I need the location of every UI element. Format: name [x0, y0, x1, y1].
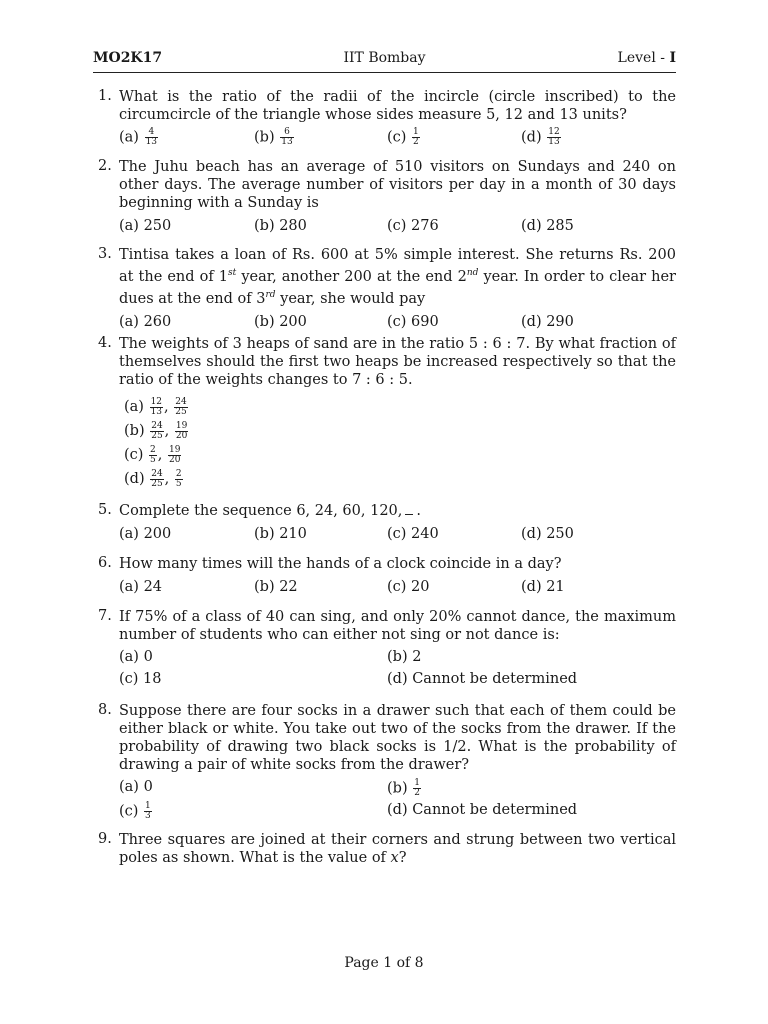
answer-blank	[405, 512, 413, 515]
option-d: (d) 290	[521, 313, 574, 330]
page-number: Page 1 of 8	[344, 955, 424, 971]
question-text: Suppose there are four socks in a drawer such that each of them could be either black or white. You take out two of the socks from the drawer. If the probability of drawing two black socks is 1/2. What is the probability of drawing a pair of white socks from the drawer?	[119, 703, 676, 773]
exam-code: MO2K17	[93, 50, 163, 66]
question-4: 4. The weights of 3 heaps of sand are in the ratio 5 : 6 : 7. By what fraction of themselves should the first two heaps be increased respectively so that the ratio of the weights changes to 7 : 6 : 5. (a) $\frac{12}{13}$ , $\frac{24}{25}$ (b) $\frac{24}{25}$ , $\frac{19}{20}$ (c) $\frac{2}{5}$ , $\frac{19}{20}$ (d) $\frac{24}{25}$ , $\frac{2}{5}$	[93, 335, 676, 491]
options-row	[119, 218, 676, 240]
option-a: (a) 250	[119, 218, 172, 234]
option-c: (c) 276	[387, 218, 439, 234]
page-header	[93, 50, 676, 70]
options-row	[119, 526, 676, 548]
question-6: 6. How many times will the hands of a clock coincide in a day? (a) 24 (b) 22 (c) 20 (d) 21	[93, 555, 676, 601]
options-row	[119, 579, 676, 601]
question-text: What is the ratio of the radii of the incircle (circle inscribed) to the circumcircle of the triangle whose sides measure 5, 12 and 13 units?	[119, 89, 676, 123]
question-5: 5. Complete the sequence 6, 24, 60, 120, . (a) 200 (b) 210 (c) 240 (d) 250	[93, 502, 676, 548]
option-b: (b) 200	[254, 313, 307, 330]
option-a: (a) 200	[119, 526, 172, 542]
option-a: (a) $\frac{12}{13}$ , $\frac{24}{25}$	[124, 396, 187, 417]
option-a: (a) 24	[119, 579, 163, 595]
option-d: (d) $\frac{24}{25}$ , $\frac{2}{5}$	[124, 468, 182, 489]
option-a: (a) 260	[119, 313, 172, 330]
question-2: 2. The Juhu beach has an average of 510 visitors on Sundays and 240 on other days. The average number of visitors per day in a month of 30 days beginning with a Sunday is (a) 250 (b) 280 (c) 276 (d) 285	[93, 158, 676, 240]
question-text: How many times will the hands of a clock coincide in a day?	[119, 556, 562, 572]
option-b: (b) 22	[254, 579, 298, 595]
option-c: (c) $\frac{2}{5}$ , $\frac{19}{20}$	[124, 444, 181, 465]
question-text: The weights of 3 heaps of sand are in the ratio 5 : 6 : 7. By what fraction of themselves should the first two heaps be increased respectively so that the ratio of the weights changes to 7 : 6 : 5.	[119, 336, 676, 388]
options-row	[119, 779, 676, 801]
option-c: (c) 18	[119, 671, 162, 687]
option-b: (b) $\frac{6}{13}$	[254, 127, 293, 147]
option-d: (d) 250	[521, 526, 574, 542]
option-b: (b) $\frac{24}{25}$ , $\frac{19}{20}$	[124, 420, 188, 441]
option-c: (c) 20	[387, 579, 430, 595]
options-row	[119, 802, 676, 824]
options-row	[119, 671, 676, 693]
question-text: If 75% of a class of 40 can sing, and only 20% cannot dance, the maximum number of students who can either not sing or not dance is:	[119, 609, 676, 643]
question-3: 3. Tintisa takes a loan of Rs. 600 at 5% simple interest. She returns Rs. 200 at the end of 1st year, another 200 at the end 2nd year. In order to clear her dues at the end of 3rd year, she would pay (a) 260 (b) 200 (c) 690 (d) 290	[93, 246, 676, 336]
option-d: (d) Cannot be determined	[387, 671, 578, 687]
option-b: (b) 210	[254, 526, 307, 542]
option-d: (d) Cannot be determined	[387, 802, 578, 818]
option-b: (b) 2	[387, 649, 422, 665]
option-d: (d) 21	[521, 579, 565, 595]
option-c: (c) 690	[387, 313, 439, 330]
question-text: Tintisa takes a loan of Rs. 600 at 5% simple interest. She returns Rs. 200 at the end of 1st year, another 200 at the end 2nd year. In order to clear her dues at the end of 3rd year, she would pay	[119, 247, 676, 307]
options-row	[119, 649, 676, 671]
option-c: (c) $\frac{1}{2}$	[387, 127, 419, 147]
option-a: (a) 0	[119, 779, 153, 795]
option-d: (d) 285	[521, 218, 574, 234]
option-a: (a) 0	[119, 649, 153, 665]
option-b: (b) 280	[254, 218, 307, 234]
option-b: (b) $\frac{1}{2}$	[387, 778, 420, 798]
option-d: (d) $\frac{12}{13}$	[521, 127, 560, 147]
question-8: 8. Suppose there are four socks in a drawer such that each of them could be either black or white. You take out two of the socks from the drawer. If the probability of drawing two black socks is 1/2. What is the probability of drawing a pair of white socks from the drawer? (a) 0 (b) $\frac{1}{2}$ (c) $\frac{1}{3}$ (d) Cannot be determined	[93, 702, 676, 824]
options-row	[119, 314, 676, 336]
question-1: 1. What is the ratio of the radii of the incircle (circle inscribed) to the circumcircle of the triangle whose sides measure 5, 12 and 13 units? (a) $\frac{4}{13}$ (b) $\frac{6}{13}$ (c) $\frac{1}{2}$ (d) $\frac{12}{13}$	[93, 88, 676, 150]
options-list	[124, 395, 676, 491]
question-text: Three squares are joined at their corners and strung between two vertical poles as shown. What is the value of x?	[119, 832, 676, 866]
question-7: 7. If 75% of a class of 40 can sing, and only 20% cannot dance, the maximum number of students who can either not sing or not dance is: (a) 0 (b) 2 (c) 18 (d) Cannot be determined	[93, 608, 676, 693]
question-text: The Juhu beach has an average of 510 visitors on Sundays and 240 on other days. The average number of visitors per day in a month of 30 days beginning with a Sunday is	[119, 159, 676, 211]
option-c: (c) 240	[387, 526, 439, 542]
option-a: (a) $\frac{4}{13}$	[119, 127, 158, 147]
question-text: Complete the sequence 6, 24, 60, 120, .	[119, 503, 421, 519]
options-row	[119, 128, 676, 150]
header-rule	[93, 72, 676, 73]
option-c: (c) $\frac{1}{3}$	[119, 801, 151, 821]
question-9: 9. Three squares are joined at their corners and strung between two vertical poles as shown. What is the value of x?	[98, 831, 676, 866]
institute-name: IIT Bombay	[343, 50, 426, 66]
level-label: Level - I	[617, 50, 676, 66]
